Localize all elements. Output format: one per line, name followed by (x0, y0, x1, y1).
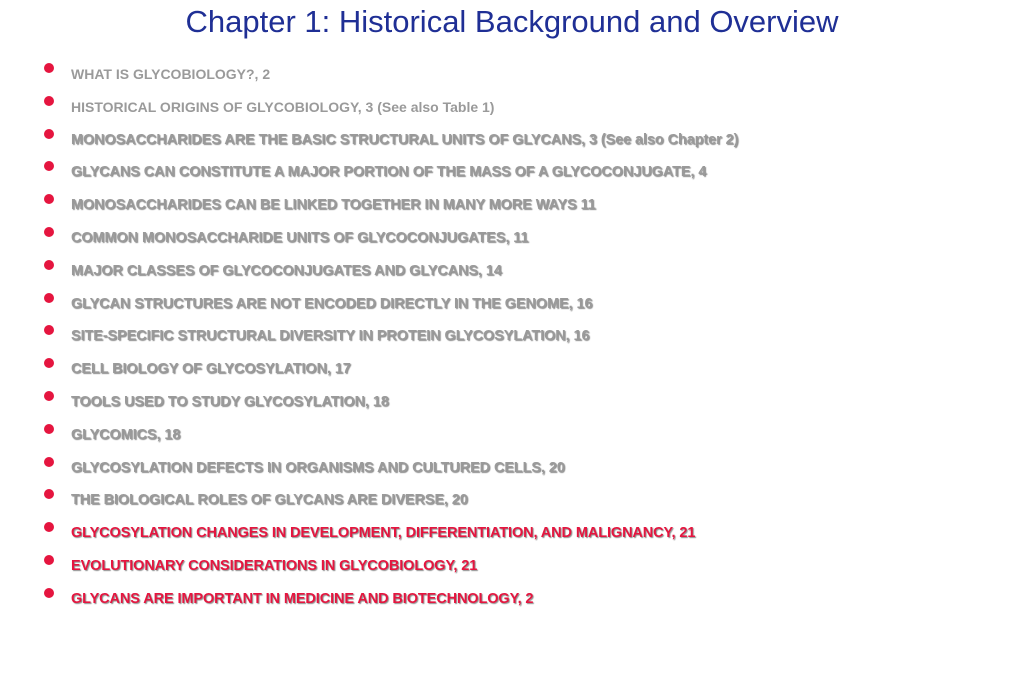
bullet-icon (44, 96, 54, 106)
list-item-label: GLYCOSYLATION CHANGES IN DEVELOPMENT, DIFFERENTIATION, AND MALIGNANCY, 21 (71, 525, 696, 542)
list-item (0, 223, 1024, 256)
bullet-icon (44, 555, 54, 565)
list-item (0, 387, 1024, 420)
bullet-icon (44, 161, 54, 171)
list-item-label: GLYCANS ARE IMPORTANT IN MEDICINE AND BIOTECHNOLOGY, 2 (71, 590, 534, 607)
list-item-label: MONOSACCHARIDES CAN BE LINKED TOGETHER IN MANY MORE WAYS 11 (71, 197, 596, 214)
bullet-icon (44, 358, 54, 368)
bullet-icon (44, 227, 54, 237)
bullet-icon (44, 457, 54, 467)
bullet-icon (44, 391, 54, 401)
bullet-icon (44, 293, 54, 303)
bullet-icon (44, 63, 54, 73)
list-item (0, 59, 1024, 92)
list-item (0, 125, 1024, 158)
list-item (0, 354, 1024, 387)
bullet-icon (44, 325, 54, 335)
list-item-label: GLYCANS CAN CONSTITUTE A MAJOR PORTION OF THE MASS OF A GLYCOCONJUGATE, 4 (71, 164, 707, 181)
list-item (0, 584, 1024, 617)
bullet-icon (44, 522, 54, 532)
list-item (0, 485, 1024, 518)
bullet-icon (44, 129, 54, 139)
list-item-label: HISTORICAL ORIGINS OF GLYCOBIOLOGY, 3 (See also Table 1) (71, 98, 495, 115)
bullet-icon (44, 260, 54, 270)
list-item (0, 256, 1024, 289)
list-item-label: THE BIOLOGICAL ROLES OF GLYCANS ARE DIVERSE, 20 (71, 492, 468, 509)
list-item (0, 420, 1024, 453)
list-item-label: CELL BIOLOGY OF GLYCOSYLATION, 17 (71, 361, 351, 378)
list-item-label: TOOLS USED TO STUDY GLYCOSYLATION, 18 (71, 393, 389, 410)
list-item (0, 289, 1024, 322)
slide-title: Chapter 1: Historical Background and Overview (185, 4, 839, 39)
list-item (0, 518, 1024, 551)
list-item-label: MAJOR CLASSES OF GLYCOCONJUGATES AND GLYCANS, 14 (71, 262, 502, 279)
list-item-label: GLYCOMICS, 18 (71, 426, 181, 443)
list-item-label: GLYCOSYLATION DEFECTS IN ORGANISMS AND CULTURED CELLS, 20 (71, 459, 565, 476)
list-item-label: SITE-SPECIFIC STRUCTURAL DIVERSITY IN PROTEIN GLYCOSYLATION, 16 (71, 328, 590, 345)
list-item-label: WHAT IS GLYCOBIOLOGY?, 2 (71, 66, 271, 82)
bullet-icon (44, 588, 54, 598)
list-item (0, 321, 1024, 354)
list-item (0, 190, 1024, 223)
list-item-label: MONOSACCHARIDES ARE THE BASIC STRUCTURAL UNITS OF GLYCANS, 3 (See also Chapter 2) (71, 131, 739, 148)
list-item (0, 551, 1024, 584)
bullet-icon (44, 424, 54, 434)
list-item-label: EVOLUTIONARY CONSIDERATIONS IN GLYCOBIOLOGY, 21 (71, 557, 478, 574)
list-item (0, 453, 1024, 486)
bullet-icon (44, 194, 54, 204)
list-item-label: COMMON MONOSACCHARIDE UNITS OF GLYCOCONJUGATES, 11 (71, 229, 529, 246)
list-item (0, 92, 1024, 125)
list-item (0, 157, 1024, 190)
list-item-label: GLYCAN STRUCTURES ARE NOT ENCODED DIRECTLY IN THE GENOME, 16 (71, 295, 593, 312)
topic-list (0, 59, 1024, 617)
bullet-icon (44, 489, 54, 499)
